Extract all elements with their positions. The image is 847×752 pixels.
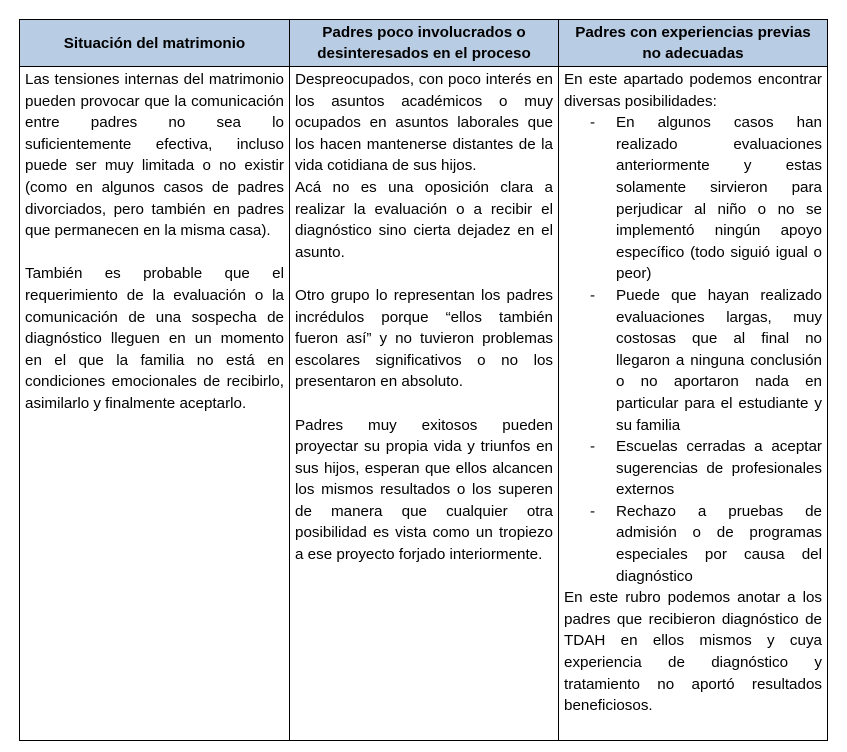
cell-previous-experiences <box>559 67 828 741</box>
list-item-text: Rechazo a pruebas de admisión o de programas especiales por causa del diagnóstico <box>616 502 822 585</box>
paragraph: Acá no es una oposición clara a realizar la evaluación o a recibir el diagnóstico sino cierta dejadez en el asunto. <box>295 178 553 261</box>
paragraph: Otro grupo lo representan los padres incrédulos porque “ellos también fueron así” y no tuvieron problemas escolares significativos o no los presentaron en absoluto. <box>295 286 553 391</box>
header-cell-previous-experiences: Padres con experiencias previas no adecuadas <box>559 20 828 67</box>
list-item <box>564 501 822 587</box>
list-item-text: Puede que hayan realizado evaluaciones largas, muy costosas que al final no llegaron a ninguna conclusión o no aportaron nada en particular para el estudiante y su familia <box>616 286 822 434</box>
header-row <box>20 20 828 67</box>
list-item <box>564 285 822 436</box>
content-row <box>20 67 828 741</box>
dash-marker: - <box>590 286 596 304</box>
paragraph: También es probable que el requerimiento de la evaluación o la comunicación de una sospecha de diagnóstico lleguen en un momento en el que la familia no está en condiciones emocionales de recibirlo, asimilarlo y finalmente aceptarlo. <box>25 265 284 412</box>
paragraph: Padres muy exitosos pueden proyectar su propia vida y triunfos en sus hijos, esperan que ellos alcancen los mismos resultados o los superen de manera que cualquier otra posibilidad es vista como un tropiezo a ese proyecto forjado interiormente. <box>295 416 553 564</box>
bullet-list <box>564 112 822 587</box>
paragraph: Las tensiones internas del matrimonio pueden provocar que la comunicación entre padres no sea lo suficientemente efectiva, incluso puede ser muy limitada o no existir (como en algunos casos de padres divorciados, pero también en padres que permanecen en la misma casa). <box>25 71 284 240</box>
dash-marker: - <box>590 438 596 456</box>
list-item-text: Escuelas cerradas a aceptar sugerencias de profesionales externos <box>616 438 822 499</box>
list-item <box>564 112 822 285</box>
header-cell-marriage: Situación del matrimonio <box>20 20 290 67</box>
paragraph: Despreocupados, con poco interés en los asuntos académicos o muy ocupados en asuntos laborales que los hacen mantenerse distantes de la vida cotidiana de sus hijos. <box>295 71 553 175</box>
dash-marker: - <box>590 502 596 520</box>
paragraph: En este rubro podemos anotar a los padres que recibieron diagnóstico de TDAH en ellos mismos y cuya experiencia de diagnóstico y tratamiento no aportó resultados beneficiosos. <box>564 589 822 715</box>
paragraph: En este apartado podemos encontrar diversas posibilidades: <box>564 71 822 110</box>
cell-marriage <box>20 67 290 741</box>
list-item-text: En algunos casos han realizado evaluaciones anteriormente y estas solamente sirvieron para perjudicar al niño o no se implementó ningún apoyo específico (todo siguió igual o peor) <box>616 114 822 283</box>
dash-marker: - <box>590 114 596 132</box>
comparison-table <box>19 19 828 741</box>
header-cell-uninvolved-parents: Padres poco involucrados o desinteresados en el proceso <box>290 20 559 67</box>
list-item <box>564 436 822 501</box>
cell-uninvolved-parents <box>290 67 559 741</box>
